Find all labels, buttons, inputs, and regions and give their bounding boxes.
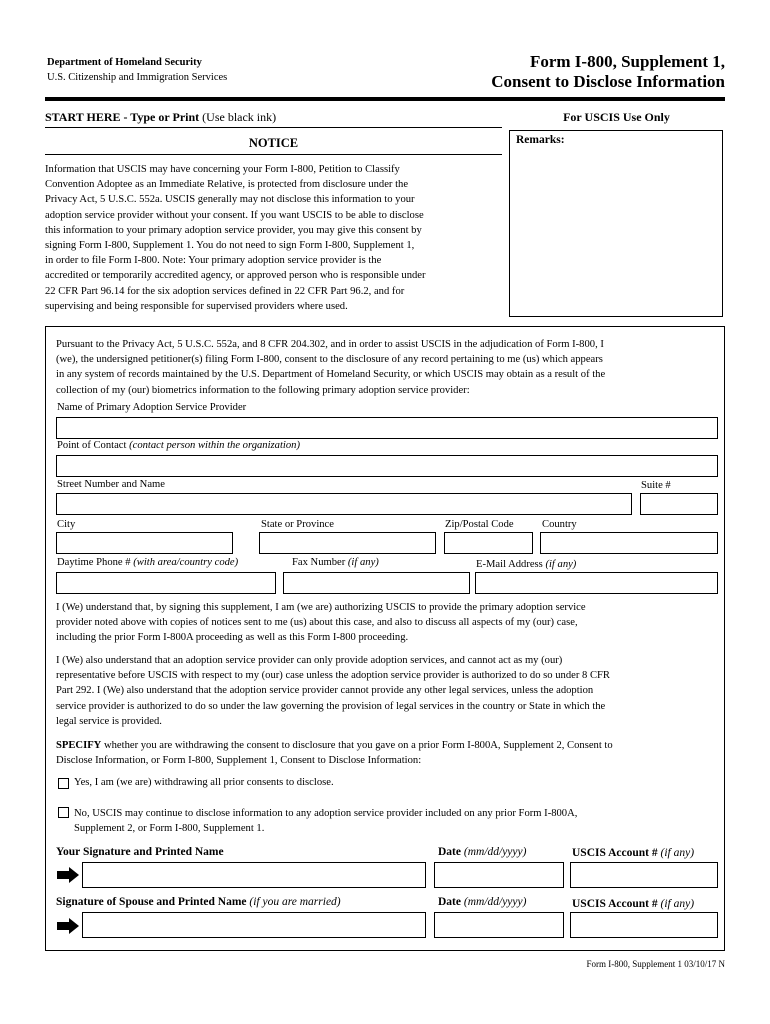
department-name: Department of Homeland Security	[47, 57, 202, 68]
street-label: Street Number and Name	[57, 479, 165, 490]
spouse-signature-label: Signature of Spouse and Printed Name (if you are married)	[56, 896, 341, 908]
remarks-label: Remarks:	[516, 134, 565, 146]
phone-input[interactable]	[56, 572, 276, 594]
notice-bottom-rule	[45, 154, 502, 155]
city-label: City	[57, 519, 76, 530]
understand-paragraph-2: I (We) also understand that an adoption service provider can only provide adoption services, and cannot act as my (our) representative before USCIS with respect to my (our) case unless the adoption service provider is authorized to do so under 8 CFR Part 292. I (We) also understand that the adoption service provider cannot provide any other legal services, unless the adoption service provider is authorized to do so under the law governing the provision of legal services in the country or State in which the legal service is provided.	[56, 655, 610, 727]
uscis-account-input-2[interactable]	[570, 912, 718, 938]
fax-label: Fax Number (if any)	[292, 557, 379, 568]
arrow-right-icon	[57, 867, 79, 883]
specify-instruction: SPECIFY whether you are withdrawing the consent to disclosure that you gave on a prior Form I-800A, Supplement 2, Consent to Disclose Information, or Form I-800, Supplement 1, Consent to Disclose Information:	[56, 740, 613, 767]
date-input-2[interactable]	[434, 912, 564, 938]
uscis-account-label-1: USCIS Account # (if any)	[572, 847, 695, 859]
point-of-contact-label: Point of Contact (contact person within the organization)	[57, 440, 300, 451]
no-withdraw-label: No, USCIS may continue to disclose information to any adoption service provider included on any prior Form I-800A, Supplement 2, or Form I-800, Supplement 1.	[74, 808, 578, 835]
arrow-right-icon	[57, 918, 79, 934]
consent-intro-text: Pursuant to the Privacy Act, 5 U.S.C. 552a, and 8 CFR 204.302, and in order to assist USCIS in the adjudication of Form I-800, I (we), the undersigned petitioner(s) filing Form I-800, consent to the disclosure of any record pertaining to me (us) which appears in any system of records maintained by the U.S. Department of Homeland Security, or which USCIS may obtain as a result of the collection of my (our) biometrics information to the following primary adoption service provider:	[56, 339, 606, 396]
email-input[interactable]	[475, 572, 718, 594]
your-signature-label: Your Signature and Printed Name	[56, 846, 224, 858]
fax-input[interactable]	[283, 572, 470, 594]
notice-heading: NOTICE	[248, 136, 299, 150]
spouse-signature-input[interactable]	[82, 912, 426, 938]
date-label-2: Date (mm/dd/yyyy)	[438, 896, 527, 908]
form-title-line1: Form I-800, Supplement 1,	[529, 52, 725, 71]
point-of-contact-input[interactable]	[56, 455, 718, 477]
no-withdraw-checkbox[interactable]	[58, 805, 69, 823]
yes-withdraw-label: Yes, I am (we are) withdrawing all prior consents to disclose.	[74, 777, 334, 788]
header-divider	[45, 97, 725, 101]
zip-label: Zip/Postal Code	[445, 519, 514, 530]
street-input[interactable]	[56, 493, 632, 515]
phone-label: Daytime Phone # (with area/country code)	[57, 557, 239, 568]
start-here-instruction: START HERE - Type or Print (Use black ink)	[45, 110, 277, 124]
remarks-box[interactable]	[509, 130, 723, 317]
your-signature-input[interactable]	[82, 862, 426, 888]
suite-label: Suite #	[641, 480, 671, 491]
notice-text: Information that USCIS may have concerning your Form I-800, Petition to Classify Convention Adoptee as an Immediate Relative, is protected from disclosure under the Privacy Act, 5 U.S.C. 552a. USCIS generally may not disclose this information to your adoption service provider without your consent. If you want USCIS to be able to disclose this information to your primary adoption service provider, you may give this consent by signing Form I-800, Supplement 1. You do not need to sign Form I-800, Supplement 1, in order to file Form I-800. Note: Your primary adoption service provider is the accredited or temporarily accredited agency, or approved person who is responsible under 22 CFR Part 96.14 for the six adoption services defined in 22 CFR Part 96.2, and for supervising and being responsible for supervised providers where used.	[45, 164, 426, 312]
date-label-1: Date (mm/dd/yyyy)	[438, 846, 527, 858]
uscis-use-only-label: For USCIS Use Only	[563, 110, 670, 124]
provider-name-input[interactable]	[56, 417, 718, 439]
agency-name: U.S. Citizenship and Immigration Services	[47, 72, 228, 83]
notice-top-rule	[45, 127, 502, 128]
yes-withdraw-checkbox[interactable]	[58, 776, 69, 794]
date-input-1[interactable]	[434, 862, 564, 888]
country-label: Country	[542, 519, 577, 530]
suite-input[interactable]	[640, 493, 718, 515]
understand-paragraph-1: I (We) understand that, by signing this supplement, I am (we are) authorizing USCIS to provide the primary adoption service provider noted above with copies of notices sent to me (us) about this case, and also to discuss all aspects of my (our) case, including the prior Form I-800A proceeding as well as this Form I-800 proceeding.	[56, 602, 586, 644]
country-input[interactable]	[540, 532, 718, 554]
form-footer: Form I-800, Supplement 1 03/10/17 N	[586, 959, 725, 969]
state-input[interactable]	[259, 532, 436, 554]
provider-name-label: Name of Primary Adoption Service Provider	[57, 402, 247, 413]
form-title-line2: Consent to Disclose Information	[491, 72, 725, 91]
uscis-account-input-1[interactable]	[570, 862, 718, 888]
email-label: E-Mail Address (if any)	[476, 559, 577, 570]
uscis-account-label-2: USCIS Account # (if any)	[572, 898, 695, 910]
zip-input[interactable]	[444, 532, 533, 554]
state-label: State or Province	[261, 519, 334, 530]
city-input[interactable]	[56, 532, 233, 554]
